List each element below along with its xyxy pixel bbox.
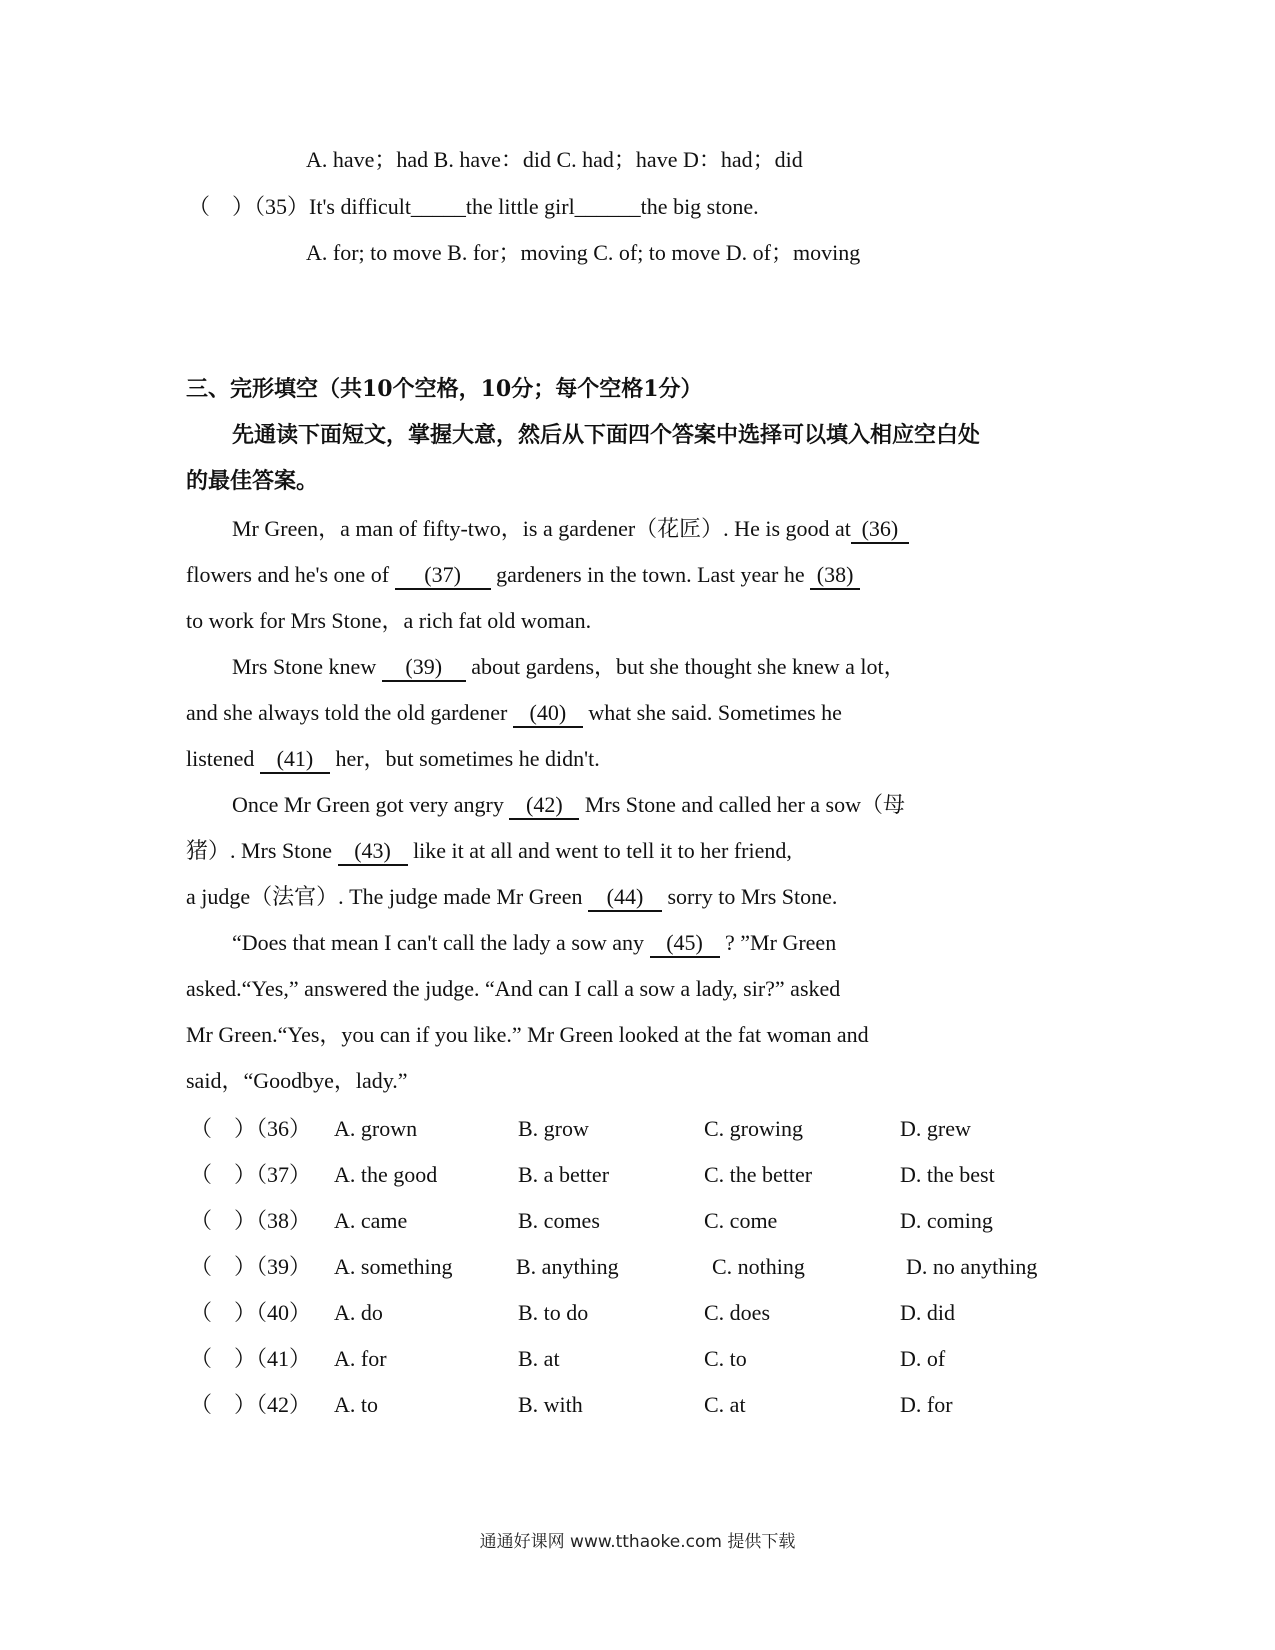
option-a: A. something — [334, 1254, 453, 1279]
option-c: C. to — [704, 1346, 747, 1371]
passage-text: sorry to Mrs Stone. — [667, 884, 838, 909]
passage-text: flowers and he's one of — [186, 562, 390, 587]
passage-line — [232, 514, 909, 544]
blank-43: (43) — [338, 838, 408, 866]
blank-37: (37) — [395, 562, 491, 590]
option-c: C. growing — [704, 1116, 803, 1141]
passage-text: listened — [186, 746, 255, 771]
option-b: B. at — [518, 1346, 560, 1371]
passage-line: to work for Mrs Stone，a rich fat old woman. — [186, 608, 592, 633]
q35-stem: （ ）（35）It's difficult_____the little girl______the big stone. — [188, 194, 759, 219]
passage-text: Mrs Stone and called her a sow（母 — [584, 792, 905, 817]
page-footer: 通通好课网 www.tthaoke.com 提供下载 — [479, 1532, 796, 1552]
passage-text: gardeners in the town. Last year he — [496, 562, 805, 587]
option-d: D. for — [900, 1392, 953, 1417]
option-d: D. did — [900, 1300, 955, 1325]
section-instruction-line-2: 的最佳答案。 — [186, 468, 319, 494]
passage-text: Once Mr Green got very angry — [232, 792, 504, 817]
passage-text: “Does that mean I can't call the lady a sow any — [232, 930, 645, 955]
option-b: B. grow — [518, 1116, 589, 1141]
passage-line — [186, 836, 792, 866]
passage-text: a judge（法官）. The judge made Mr Green — [186, 884, 583, 909]
option-a: A. for — [334, 1346, 387, 1371]
passage-line — [186, 882, 837, 912]
option-d: D. grew — [900, 1116, 971, 1141]
passage-text: ? ”Mr Green — [725, 930, 837, 955]
passage-line — [232, 790, 905, 820]
passage-text: what she said. Sometimes he — [588, 700, 842, 725]
option-a: A. came — [334, 1208, 408, 1233]
blank-38: (38) — [810, 562, 860, 590]
question-number: （ ）（37） — [190, 1162, 312, 1187]
option-c: C. at — [704, 1392, 746, 1417]
blank-40: (40) — [513, 700, 583, 728]
option-c: C. come — [704, 1208, 778, 1233]
option-b: B. a better — [518, 1162, 610, 1187]
section-instruction-line-1: 先通读下面短文，掌握大意，然后从下面四个答案中选择可以填入相应空白处 — [232, 422, 981, 448]
passage-text: 猪）. Mrs Stone — [186, 838, 333, 863]
option-b: B. anything — [516, 1254, 619, 1279]
option-b: B. comes — [518, 1208, 600, 1233]
q35-options: A. for; to move B. for；moving C. of; to move D. of；moving — [306, 240, 861, 265]
option-b: B. to do — [518, 1300, 589, 1325]
passage-text: Mrs Stone knew — [232, 654, 377, 679]
passage-text: about gardens，but she thought she knew a lot， — [471, 654, 906, 679]
option-c: C. the better — [704, 1162, 813, 1187]
option-b: B. with — [518, 1392, 583, 1417]
passage-text: her，but sometimes he didn't. — [335, 746, 600, 771]
blank-41: (41) — [260, 746, 330, 774]
option-a: A. do — [334, 1300, 383, 1325]
option-a: A. to — [334, 1392, 378, 1417]
question-number: （ ）（40） — [190, 1300, 312, 1325]
question-number: （ ）（42） — [190, 1392, 312, 1417]
passage-line — [186, 560, 860, 590]
option-d: D. the best — [900, 1162, 995, 1187]
option-c: C. does — [704, 1300, 770, 1325]
passage-text: Mr Green，a man of fifty-two，is a gardener（花匠）. He is good at — [232, 516, 851, 541]
passage-line: Mr Green.“Yes，you can if you like.” Mr Green looked at the fat woman and — [186, 1022, 869, 1047]
blank-45: (45) — [650, 930, 720, 958]
question-number: （ ）（39） — [190, 1254, 312, 1279]
passage-line — [186, 698, 842, 728]
blank-36: (36) — [851, 516, 909, 544]
option-d: D. coming — [900, 1208, 993, 1233]
q34-options: A. have；had B. have：did C. had；have D：had；did — [306, 147, 803, 172]
question-number: （ ）（38） — [190, 1208, 312, 1233]
section-heading: 三、完形填空（共10个空格，10分；每个空格1分） — [186, 376, 703, 402]
option-d: D. no anything — [906, 1254, 1038, 1279]
blank-42: (42) — [509, 792, 579, 820]
option-a: A. the good — [334, 1162, 438, 1187]
option-a: A. grown — [334, 1116, 418, 1141]
passage-text: like it at all and went to tell it to her friend, — [413, 838, 792, 863]
option-d: D. of — [900, 1346, 946, 1371]
question-number: （ ）（41） — [190, 1346, 312, 1371]
passage-line: asked.“Yes,” answered the judge. “And can I call a sow a lady, sir?” asked — [186, 976, 841, 1001]
question-number: （ ）（36） — [190, 1116, 312, 1141]
option-c: C. nothing — [712, 1254, 805, 1279]
blank-39: (39) — [382, 654, 466, 682]
passage-line — [186, 744, 600, 774]
blank-44: (44) — [588, 884, 662, 912]
passage-line — [232, 652, 906, 682]
passage-line: said，“Goodbye，lady.” — [186, 1068, 408, 1093]
passage-line — [232, 928, 836, 958]
passage-text: and she always told the old gardener — [186, 700, 508, 725]
